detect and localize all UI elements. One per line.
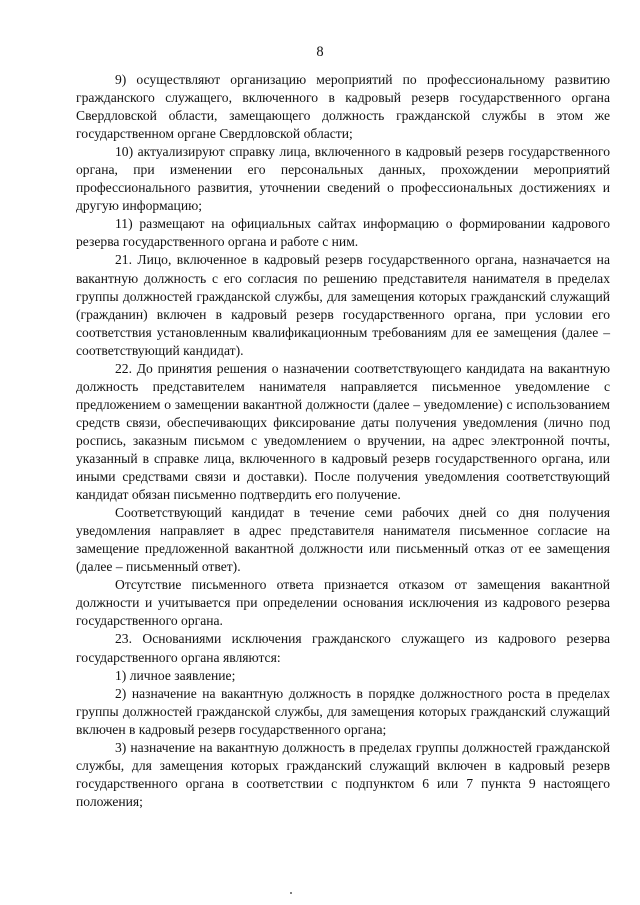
page-number: 8 — [316, 44, 324, 60]
paragraph-item-9: 9) осуществляют организацию мероприятий по профессиональному развитию гражданского служащего, включенного в кадровый резерв государственного органа Свердловской области, замещающего должность гражданской службы в этом же государственном органе Свердловской области; — [76, 72, 610, 142]
paragraph-ground-1: 1) личное заявление; — [115, 667, 236, 683]
document-body — [76, 71, 610, 811]
paragraph-clause-22: 22. До принятия решения о назначении соответствующего кандидата на вакантную должность представителем нанимателя направляется письменное уведомление с предложением о замещении вакантной должности (далее – уведомление) с использованием средств связи, обеспечивающих фиксирование даты получения уведомления (лично под роспись, заказным письмом с уведомлением о вручении, на адрес электронной почты, указанный в справке лица, включенного в кадровый резерв государственного органа, или иными средствами связи и доставки). После получения уведомления соответствующий кандидат обязан письменно подтвердить его получение. — [76, 360, 610, 503]
paragraph-ground-3: 3) назначение на вакантную должность в пределах группы должностей гражданской службы, для замещения которых гражданский служащий включен в кадровый резерв государственного органа в соответствии с подпунктом 6 или 7 пункта 9 настоящего положения; — [76, 739, 610, 809]
paragraph-item-10: 10) актуализируют справку лица, включенного в кадровый резерв государственного органа, при изменении его персональных данных, прохождении мероприятий профессионального развития, уточнении сведений о профессиональных достижениях и другую информацию; — [76, 144, 610, 214]
scan-speck — [290, 892, 292, 894]
paragraph-clause-23: 23. Основаниями исключения гражданского служащего из кадрового резерва государственного органа являются: — [76, 631, 610, 665]
paragraph-clause-22-no-reply: Отсутствие письменного ответа признается отказом от замещения вакантной должности и учитывается при определении основания исключения из кадрового резерва государственного органа. — [76, 577, 610, 629]
paragraph-ground-2: 2) назначение на вакантную должность в порядке должностного роста в пределах группы должностей гражданской службы, для замещения которых гражданский служащий включен в кадровый резерв государственного органа; — [76, 685, 610, 737]
paragraph-clause-21: 21. Лицо, включенное в кадровый резерв государственного органа, назначается на вакантную должность с его согласия по решению представителя нанимателя в пределах группы должностей гражданской службы, для замещения которых гражданский служащий (гражданин) включен в кадровый резерв государственного органа, при условии его соответствия установленным квалификационным требованиям для ее замещения (далее – соответствующий кандидат). — [76, 252, 610, 358]
paragraph-clause-22-reply: Соответствующий кандидат в течение семи рабочих дней со дня получения уведомления направляет в адрес представителя нанимателя письменное согласие на замещение предложенной вакантной должности или письменный отказ от ее замещения (далее – письменный ответ). — [76, 505, 610, 575]
paragraph-item-11: 11) размещают на официальных сайтах информацию о формировании кадрового резерва государственного органа и работе с ним. — [76, 216, 610, 250]
